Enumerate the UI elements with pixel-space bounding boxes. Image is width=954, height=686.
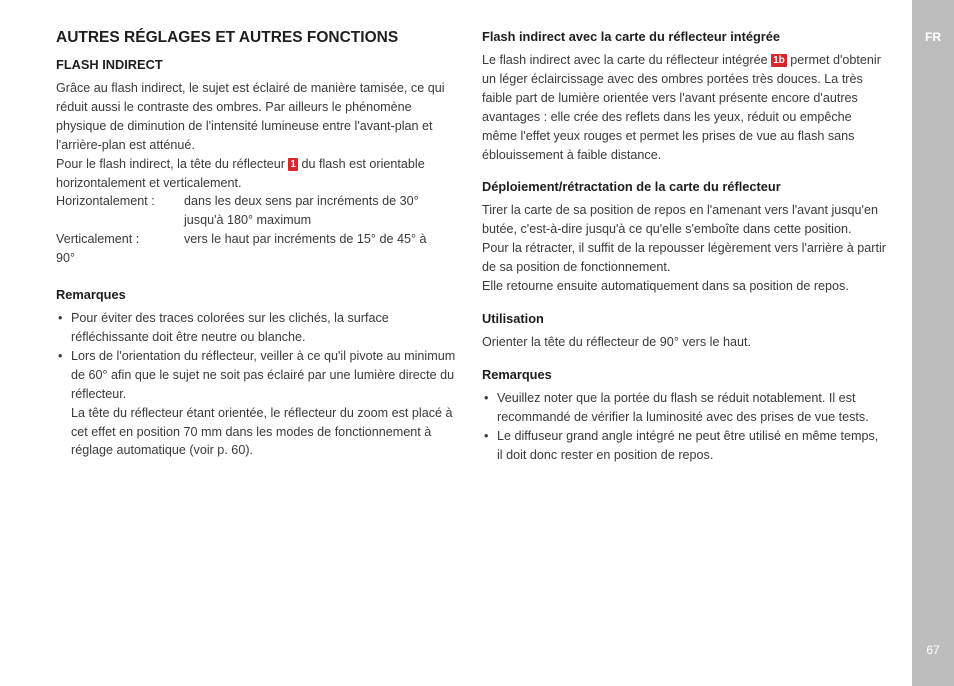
- subsection-title: FLASH INDIRECT: [56, 57, 163, 72]
- usage-text: Orienter la tête du réflecteur de 90° vers le haut.: [482, 334, 751, 349]
- horizontal-label: Horizontalement :: [56, 194, 155, 209]
- remark-extra: La tête du réflecteur étant orientée, le réflecteur du zoom est placé à cet effet en position 70 mm dans les modes de fonctionnement à réglage automatique (voir p. 60).: [71, 405, 453, 458]
- head-paragraph: [56, 155, 458, 193]
- card-text-before: Le flash indirect avec la carte du réflecteur intégrée: [482, 53, 772, 67]
- right-column: [482, 28, 886, 465]
- horizontal-value: dans les deux sens par incréments de 30° jusqu'à 180° maximum: [184, 194, 419, 228]
- deploy-title: Déploiement/rétractation de la carte du réflecteur: [482, 179, 781, 195]
- vertical-value: vers le haut par incréments de 15° de 45° à: [184, 232, 427, 247]
- language-sidebar: [912, 0, 954, 686]
- reference-badge: 1: [290, 158, 296, 170]
- head-text-after: du flash est orientable horizontalement et verticalement.: [56, 156, 425, 190]
- horizontal-row: [56, 192, 458, 230]
- deploy-paragraph-2: Pour la rétracter, il suffit de la repousser légèrement vers l'arrière à partir de sa position de fonctionnement.: [482, 241, 886, 275]
- head-text-before: Pour le flash indirect, la tête du réflecteur: [56, 156, 289, 171]
- section-title: AUTRES RÉGLAGES ET AUTRES FONCTIONS: [56, 29, 399, 46]
- remarks-list: [56, 309, 458, 460]
- remark-text: Lors de l'orientation du réflecteur, veiller à ce qu'il pivote au minimum de 60° afin que le sujet ne soit pas éclairé par une lumière directe du réflecteur.: [71, 348, 456, 401]
- language-label: FR: [925, 30, 941, 44]
- vertical-row: [56, 230, 458, 249]
- remarks-title: Remarques: [482, 366, 552, 382]
- vertical-label: Verticalement :: [56, 232, 140, 247]
- intro-paragraph: Grâce au flash indirect, le sujet est éclairé de manière tamisée, ce qui réduit aussi le contraste des ombres. Par ailleurs le phénomène physique de diminution de l'intensité lumineuse entre l'avant-plan et l'arrière-plan est atténué.: [56, 81, 445, 152]
- page-number: 67: [926, 643, 940, 657]
- deploy-paragraph-1: Tirer la carte de sa position de repos en l'amenant vers l'avant jusqu'en butée, c'est-à-dire jusqu'à ce qu'elle s'emboîte dans cette position.: [482, 203, 878, 237]
- card-text-after: permet d'obtenir un léger éclaircissage avec des ombres portées très douces. La très faible part de lumière orientée vers l'avant présente encore d'autres avantages : elle crée des reflets dans les yeux, réduit ou empêche même l'effet yeux rouges et permet les prises de vue au flash sans éblouissement à faible distance.: [482, 53, 881, 162]
- list-item: • Pour éviter des traces colorées sur les clichés, la surface réfléchissante doit être neutre ou blanche.: [56, 309, 458, 347]
- list-item: • Le diffuseur grand angle intégré ne peut être utilisé en même temps, il doit donc rester en position de repos.: [482, 427, 886, 465]
- reference-badge: 1b: [773, 55, 785, 66]
- vertical-value-cont: 90°: [56, 251, 76, 266]
- left-column: [56, 28, 458, 460]
- deploy-paragraph-3: Elle retourne ensuite automatiquement dans sa position de repos.: [482, 279, 849, 294]
- card-paragraph: [482, 51, 886, 164]
- list-item: [56, 347, 458, 460]
- list-item: • Veuillez noter que la portée du flash se réduit notablement. Il est recommandé de vérifier la luminosité avec des prises de vue tests.: [482, 389, 886, 427]
- card-title: Flash indirect avec la carte du réflecteur intégrée: [482, 29, 781, 44]
- usage-title: Utilisation: [482, 310, 544, 326]
- remarks-list: [482, 389, 886, 465]
- remarks-title: Remarques: [56, 287, 126, 303]
